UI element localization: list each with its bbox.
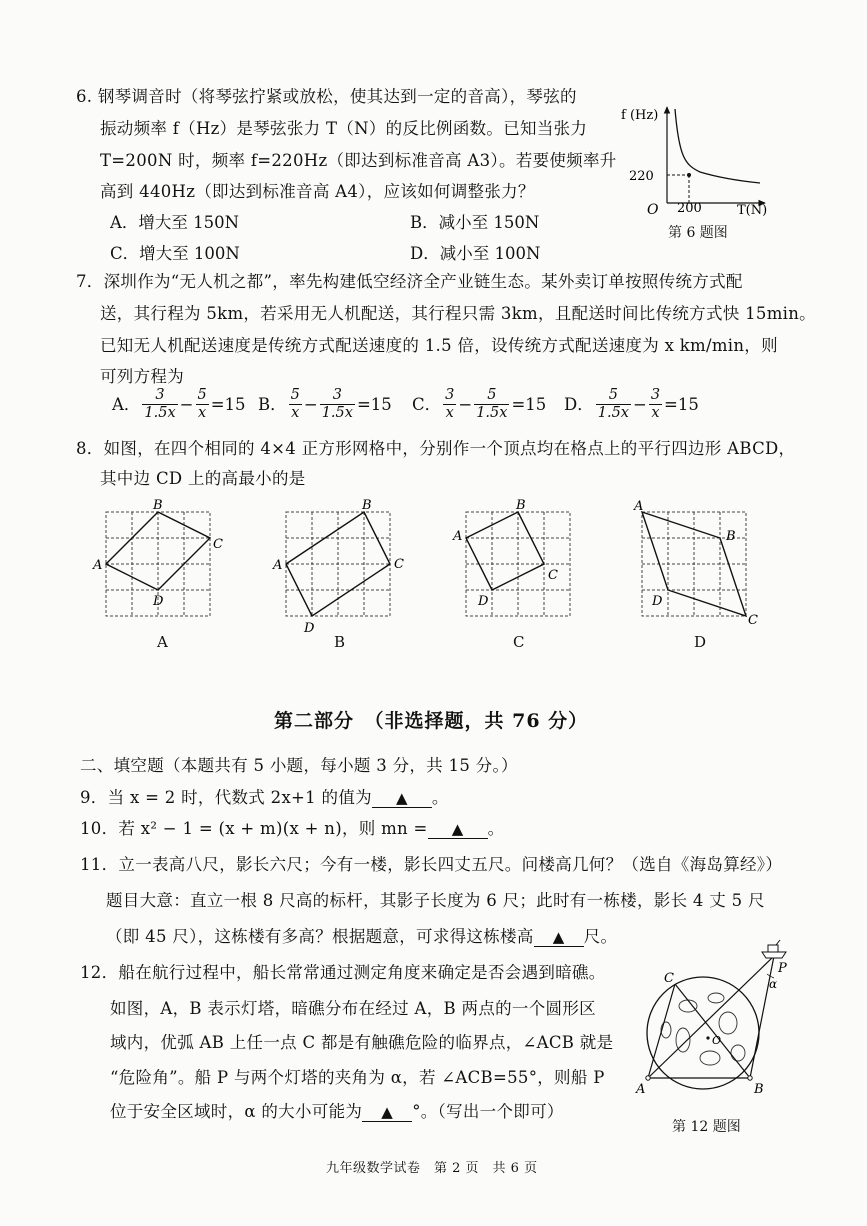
q7-c-den1: x	[445, 405, 454, 421]
q8-grid-a	[92, 498, 223, 616]
q9-blank[interactable]: ▲	[372, 789, 432, 808]
q6-caption: 第 6 题图	[668, 225, 728, 241]
q7-d-label: D．	[564, 394, 594, 414]
q12-reefs	[661, 993, 745, 1065]
q7-c-rhs: =15	[511, 394, 547, 414]
q12-label-o: O	[712, 1034, 722, 1047]
q7-line-4: 可列方程为	[100, 367, 184, 386]
q7-d-den1: 1.5x	[597, 405, 629, 421]
q11-line-3	[106, 926, 617, 948]
q12-line-3: 域内，优弧 AB 上任一点 C 都是有触礁危险的临界点，∠ACB 就是	[110, 1033, 614, 1052]
q6-option-a: A．增大至 150N	[110, 213, 240, 232]
page-footer: 九年级数学试卷 第 2 页 共 6 页	[326, 1161, 538, 1176]
q10-blank[interactable]: ▲	[428, 820, 488, 839]
q8-fig-label-a: A	[157, 633, 168, 651]
q6-line-1: 6. 钢琴调音时（将琴弦拧紧或放松，使其达到一定的音高），琴弦的	[76, 87, 577, 106]
q10-text: 10．若 x² − 1 = (x + m)(x + n)，则 mn =	[80, 819, 428, 838]
q7-c-num1: 3	[445, 387, 455, 403]
q6-line-3: T=200N 时，频率 f=220Hz（即达到标准音高 A3）。若要使频率升	[100, 151, 617, 170]
q6-y-label: f (Hz)	[621, 108, 659, 123]
section2-heading: 二、填空题（本题共有 5 小题，每小题 3 分，共 15 分。）	[80, 756, 518, 775]
q7-b-num2: 3	[320, 387, 355, 405]
q7-option-b	[258, 387, 392, 422]
q6-x-label: T(N)	[737, 203, 768, 218]
q7-line-2: 送，其行程为 5km，若采用无人机配送，其行程只需 3km，且配送时间比传统方式快 15min。	[100, 304, 816, 323]
q12-text: 位于安全区域时，α 的大小可能为	[110, 1102, 363, 1121]
q10-end: 。	[487, 819, 505, 838]
ship-icon	[762, 940, 786, 958]
q8-parallelogram-c	[466, 512, 544, 590]
q7-a-op: −	[179, 394, 194, 414]
q12-point-b	[748, 1076, 752, 1080]
q8-d-vertex-a: A	[634, 499, 644, 514]
q8-b-vertex-b: B	[362, 498, 372, 513]
q8-b-vertex-d: D	[304, 621, 315, 636]
q7-c-label: C．	[412, 394, 442, 414]
q7-a-label: A．	[112, 394, 141, 414]
q8-fig-label-c: C	[513, 633, 525, 651]
q11-line-2: 题目大意：直立一根 8 尺高的标杆，其影子长度为 6 尺；此时有一栋楼，影长 4 丈 5 尺	[106, 891, 765, 910]
q8-d-vertex-c: C	[748, 613, 758, 628]
q8-c-vertex-b: B	[516, 498, 526, 513]
q8-c-vertex-c: C	[548, 568, 558, 583]
q9-end: 。	[431, 788, 449, 807]
q8-a-vertex-a: A	[93, 558, 103, 573]
q8-line-1: 8．如图，在四个相同的 4×4 正方形网格中，分别作一个顶点均在格点上的平行四边形 ABCD，	[76, 439, 796, 458]
q6-line-4: 高到 440Hz（即达到标准音高 A4），应该如何调整张力？	[100, 182, 535, 201]
q6-option-b: B．减小至 150N	[410, 213, 540, 232]
q12-label-a: A	[636, 1082, 646, 1097]
q8-d-vertex-b: B	[726, 529, 736, 544]
q7-d-op: −	[632, 394, 647, 414]
q12-label-alpha: α	[769, 977, 778, 991]
q12-line-5	[110, 1101, 564, 1123]
q12-line-2: 如图，A，B 表示灯塔，暗礁分布在经过 A，B 两点的一个圆形区	[110, 999, 596, 1018]
q7-option-c	[412, 387, 546, 422]
q9-text: 9．当 x = 2 时，代数式 2x+1 的值为	[80, 788, 372, 807]
q12-point-o	[706, 1036, 709, 1039]
q6-line-2: 振动频率 f（Hz）是琴弦张力 T（N）的反比例函数。已知当张力	[100, 119, 588, 138]
q12-label-p: P	[778, 961, 787, 976]
q7-line-1: 7．深圳作为“无人机之都”，率先构建低空经济全产业链生态。某外卖订单按照传统方式配	[76, 272, 743, 291]
q6-x-tick: 200	[677, 201, 702, 216]
q7-option-d	[564, 387, 699, 422]
q7-a-num1: 3	[142, 387, 177, 405]
q12-line-4: “危险角”。船 P 与两个灯塔的夹角为 α，若 ∠ACB=55°，则船 P	[110, 1068, 605, 1087]
q8-grid-d	[633, 499, 758, 628]
q7-b-op: −	[303, 394, 318, 414]
q12-segment-pb	[750, 956, 774, 1078]
q7-b-num1: 5	[290, 387, 300, 403]
q8-c-vertex-d: D	[478, 594, 489, 609]
q12-end: °。（写出一个即可）	[412, 1102, 564, 1121]
q12-label-b: B	[754, 1082, 764, 1097]
q7-d-den2: x	[651, 405, 660, 421]
q12-figure	[628, 938, 798, 1098]
part2-title: 第二部分 （非选择题，共 76 分）	[274, 710, 589, 732]
q11-end: 尺。	[583, 927, 618, 946]
q6-option-d: D．减小至 100N	[410, 244, 541, 263]
q7-d-rhs: =15	[664, 394, 699, 414]
q7-c-den2: 1.5x	[476, 405, 508, 421]
q9	[80, 787, 449, 809]
q8-grid-c	[452, 498, 570, 616]
q8-b-vertex-c: C	[394, 557, 404, 572]
q7-a-num2: 5	[197, 387, 207, 403]
q12-caption: 第 12 题图	[672, 1119, 741, 1135]
q12-circle	[647, 977, 759, 1089]
q7-b-den2: 1.5x	[321, 405, 353, 421]
q6-curve	[675, 109, 760, 183]
q8-a-vertex-d: D	[153, 594, 164, 609]
q11-line-1: 11．立一表高八尺，影长六尺；今有一楼，影长四丈五尺。问楼高几何？（选自《海岛算经》）	[80, 855, 783, 874]
q12-point-a	[646, 1076, 650, 1080]
q8-b-vertex-a: A	[273, 558, 283, 573]
q6-y-tick: 220	[629, 169, 654, 184]
q7-c-op: −	[458, 394, 473, 414]
q8-fig-label-d: D	[694, 633, 707, 651]
q7-option-a	[112, 387, 246, 422]
q7-b-label: B．	[258, 394, 287, 414]
q7-a-den1: 1.5x	[144, 405, 176, 421]
q7-d-num2: 3	[650, 387, 661, 403]
q8-c-vertex-a: A	[453, 529, 463, 544]
q12-label-c: C	[664, 971, 674, 986]
q12-segment-cb	[675, 984, 750, 1078]
q11-blank[interactable]: ▲	[534, 928, 584, 947]
q8-figures	[90, 498, 790, 638]
q7-d-num1: 5	[596, 387, 631, 405]
q7-c-num2: 5	[474, 387, 509, 405]
q8-grid-b	[272, 498, 404, 636]
q10	[80, 818, 504, 840]
q8-a-vertex-c: C	[213, 537, 223, 552]
q6-point	[687, 173, 691, 177]
q11-text: （即 45 尺），这栋楼有多高？根据题意，可求得这栋楼高	[106, 927, 534, 946]
q12-blank[interactable]: ▲	[362, 1103, 412, 1122]
q6-origin: O	[647, 202, 659, 218]
q8-fig-label-b: B	[334, 633, 346, 651]
q8-line-2: 其中边 CD 上的高最小的是	[100, 469, 306, 488]
q8-a-vertex-b: B	[153, 498, 163, 513]
q7-line-3: 已知无人机配送速度是传统方式配送速度的 1.5 倍，设传统方式配送速度为 x km/min，则	[100, 336, 778, 355]
q12-line-1: 12．船在航行过程中，船长常常通过测定角度来确定是否会遇到暗礁。	[80, 963, 606, 982]
q7-a-rhs: =15	[210, 394, 246, 414]
q6-option-c: C．增大至 100N	[110, 244, 240, 263]
q7-b-den1: x	[291, 405, 300, 421]
q7-b-rhs: =15	[356, 394, 392, 414]
q8-d-vertex-d: D	[652, 594, 663, 609]
q7-a-den2: x	[198, 405, 207, 421]
